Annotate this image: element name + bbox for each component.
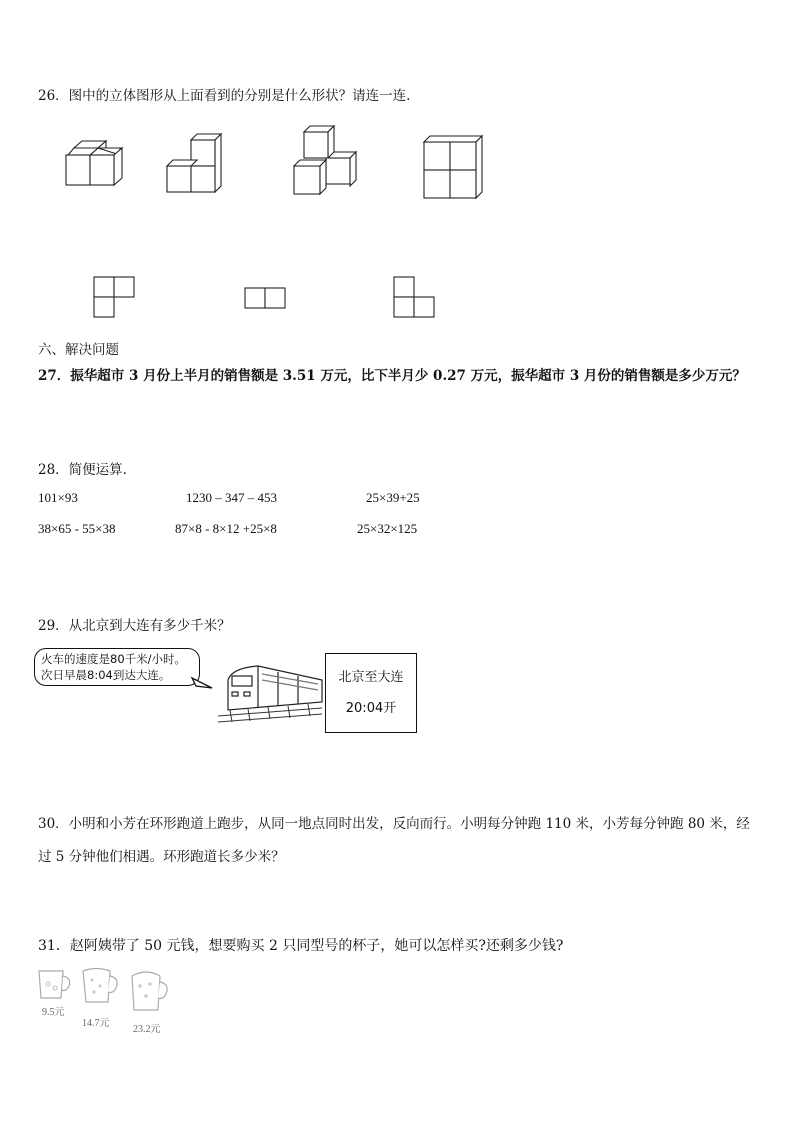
bubble-tail: [190, 676, 220, 696]
calc-item: 25×39+25: [366, 490, 420, 505]
calc-item: 87×8 - 8×12 +25×8: [175, 521, 277, 536]
speech-bubble: [34, 648, 200, 686]
bubble-line-2: 次日早晨8:04到达大连。: [41, 668, 171, 682]
calc-item: 101×93: [38, 490, 78, 505]
cup-price-3: 23.2元: [133, 1024, 161, 1035]
top-view-1: [93, 276, 138, 321]
cup-icon: [80, 966, 122, 1008]
question-29: 29．从北京到大连有多少千米？: [38, 618, 231, 634]
question-30-line-1: 30．小明和小芳在环形跑道上跑步，从同一地点同时出发，反向而行。小明每分钟跑 110 米，小芳每分钟跑 80 米，经: [38, 816, 750, 832]
calc-item: 25×32×125: [357, 521, 418, 536]
calc-item: 38×65 - 55×38: [38, 521, 116, 536]
cup-price-2: 14.7元: [82, 1018, 110, 1029]
sign-route: 北京至大连: [338, 670, 404, 685]
top-view-2: [244, 287, 289, 312]
train-icon: [218, 660, 326, 726]
solid-figure-4: [420, 134, 490, 204]
question-28: 28．简便运算.: [38, 462, 127, 478]
calc-item: 1230 – 347 – 453: [186, 490, 277, 505]
cup-icon: [36, 966, 74, 1002]
cup-icon: [128, 968, 172, 1016]
solid-figure-3: [290, 124, 360, 196]
departure-sign: [325, 653, 417, 733]
bubble-line-1: 火车的速度是80千米/小时。: [41, 652, 187, 666]
cup-price-1: 9.5元: [42, 1007, 65, 1018]
question-30-line-2: 过 5 分钟他们相遇。环形跑道长多少米？: [38, 849, 285, 865]
section-title: 六、解决问题: [38, 342, 119, 358]
solid-figure-2: [163, 132, 228, 194]
question-31: 31．赵阿姨带了 50 元钱，想要购买 2 只同型号的杯子，她可以怎样买?还剩多少钱?: [38, 938, 564, 954]
top-view-3: [393, 276, 438, 321]
question-26: 26．图中的立体图形从上面看到的分别是什么形状？请连一连.: [38, 88, 411, 104]
solid-figure-1: [60, 140, 130, 195]
sign-time: 20:04开: [345, 701, 397, 716]
question-27: 27．振华超市 3 月份上半月的销售额是 3.51 万元，比下半月少 0.27 万元，振华超市 3 月份的销售额是多少万元？: [38, 368, 746, 384]
